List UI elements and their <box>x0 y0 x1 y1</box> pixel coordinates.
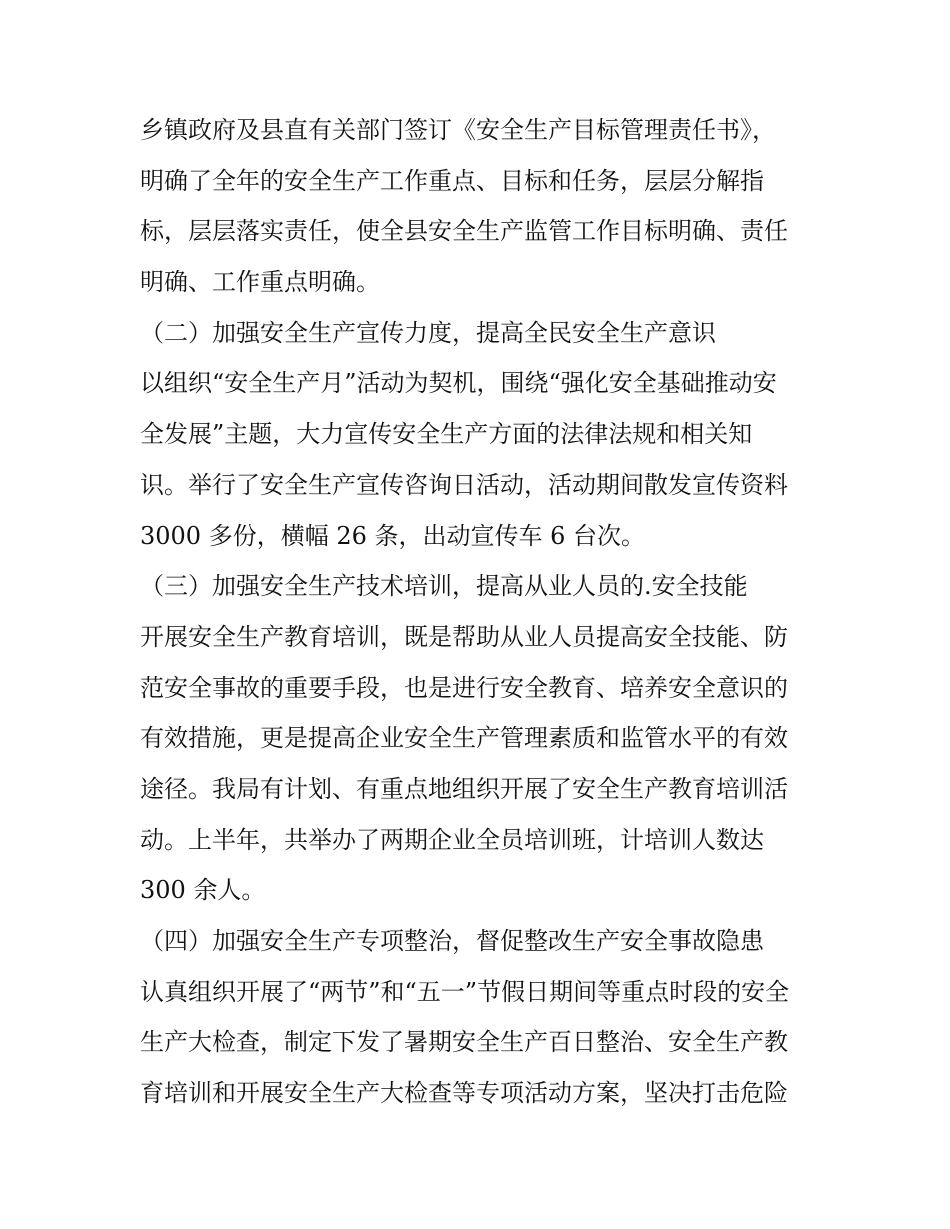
text-line-6: 以组织“安全生产月”活动为契机，围绕“强化安全基础推动安 <box>140 369 777 398</box>
text-line-14: 途径。我局有计划、有重点地组织开展了安全生产教育培训活 <box>140 774 788 803</box>
text-line-18: 认真组织开展了“两节”和“五一”节假日期间等重点时段的安全 <box>140 977 790 1006</box>
text-line-7: 全发展”主题，大力宣传安全生产方面的法律法规和相关知 <box>140 420 753 449</box>
text-line-16: 300 余人。 <box>140 876 266 905</box>
text-line-13: 有效措施，更是提高企业安全生产管理素质和监管水平的有效 <box>140 724 788 753</box>
text-line-12: 范安全事故的重要手段，也是进行安全教育、培养安全意识的 <box>140 673 788 702</box>
text-line-4: 明确、工作重点明确。 <box>140 268 380 297</box>
text-line-1: 乡镇政府及县直有关部门签订《安全生产目标管理责任书》， <box>140 116 776 144</box>
text-line-3: 标，层层落实责任，使全县安全生产监管工作目标明确、责任 <box>140 217 788 246</box>
section-heading-4: （四）加强安全生产专项整治，督促整改生产安全事故隐患 <box>140 927 764 955</box>
text-line-15: 动。上半年，共举办了两期企业全员培训班，计培训人数达 <box>140 825 764 854</box>
body-text <box>140 105 830 1119</box>
text-line-20: 育培训和开展安全生产大检查等专项活动方案，坚决打击危险 <box>140 1079 788 1108</box>
text-line-19: 生产大检查，制定下发了暑期安全生产百日整治、安全生产教 <box>140 1028 788 1057</box>
section-heading-2: （二）加强安全生产宣传力度，提高全民安全生产意识 <box>140 318 716 347</box>
text-line-9: 3000 多份，横幅 26 条，出动宣传车 6 台次。 <box>140 521 646 550</box>
text-line-11: 开展安全生产教育培训，既是帮助从业人员提高安全技能、防 <box>140 622 788 651</box>
text-line-8: 识。举行了安全生产宣传咨询日活动，活动期间散发宣传资料 <box>140 470 788 499</box>
text-line-2: 明确了全年的安全生产工作重点、目标和任务，层层分解指 <box>140 166 764 195</box>
section-heading-3: （三）加强安全生产技术培训，提高从业人员的.安全技能 <box>140 572 748 601</box>
